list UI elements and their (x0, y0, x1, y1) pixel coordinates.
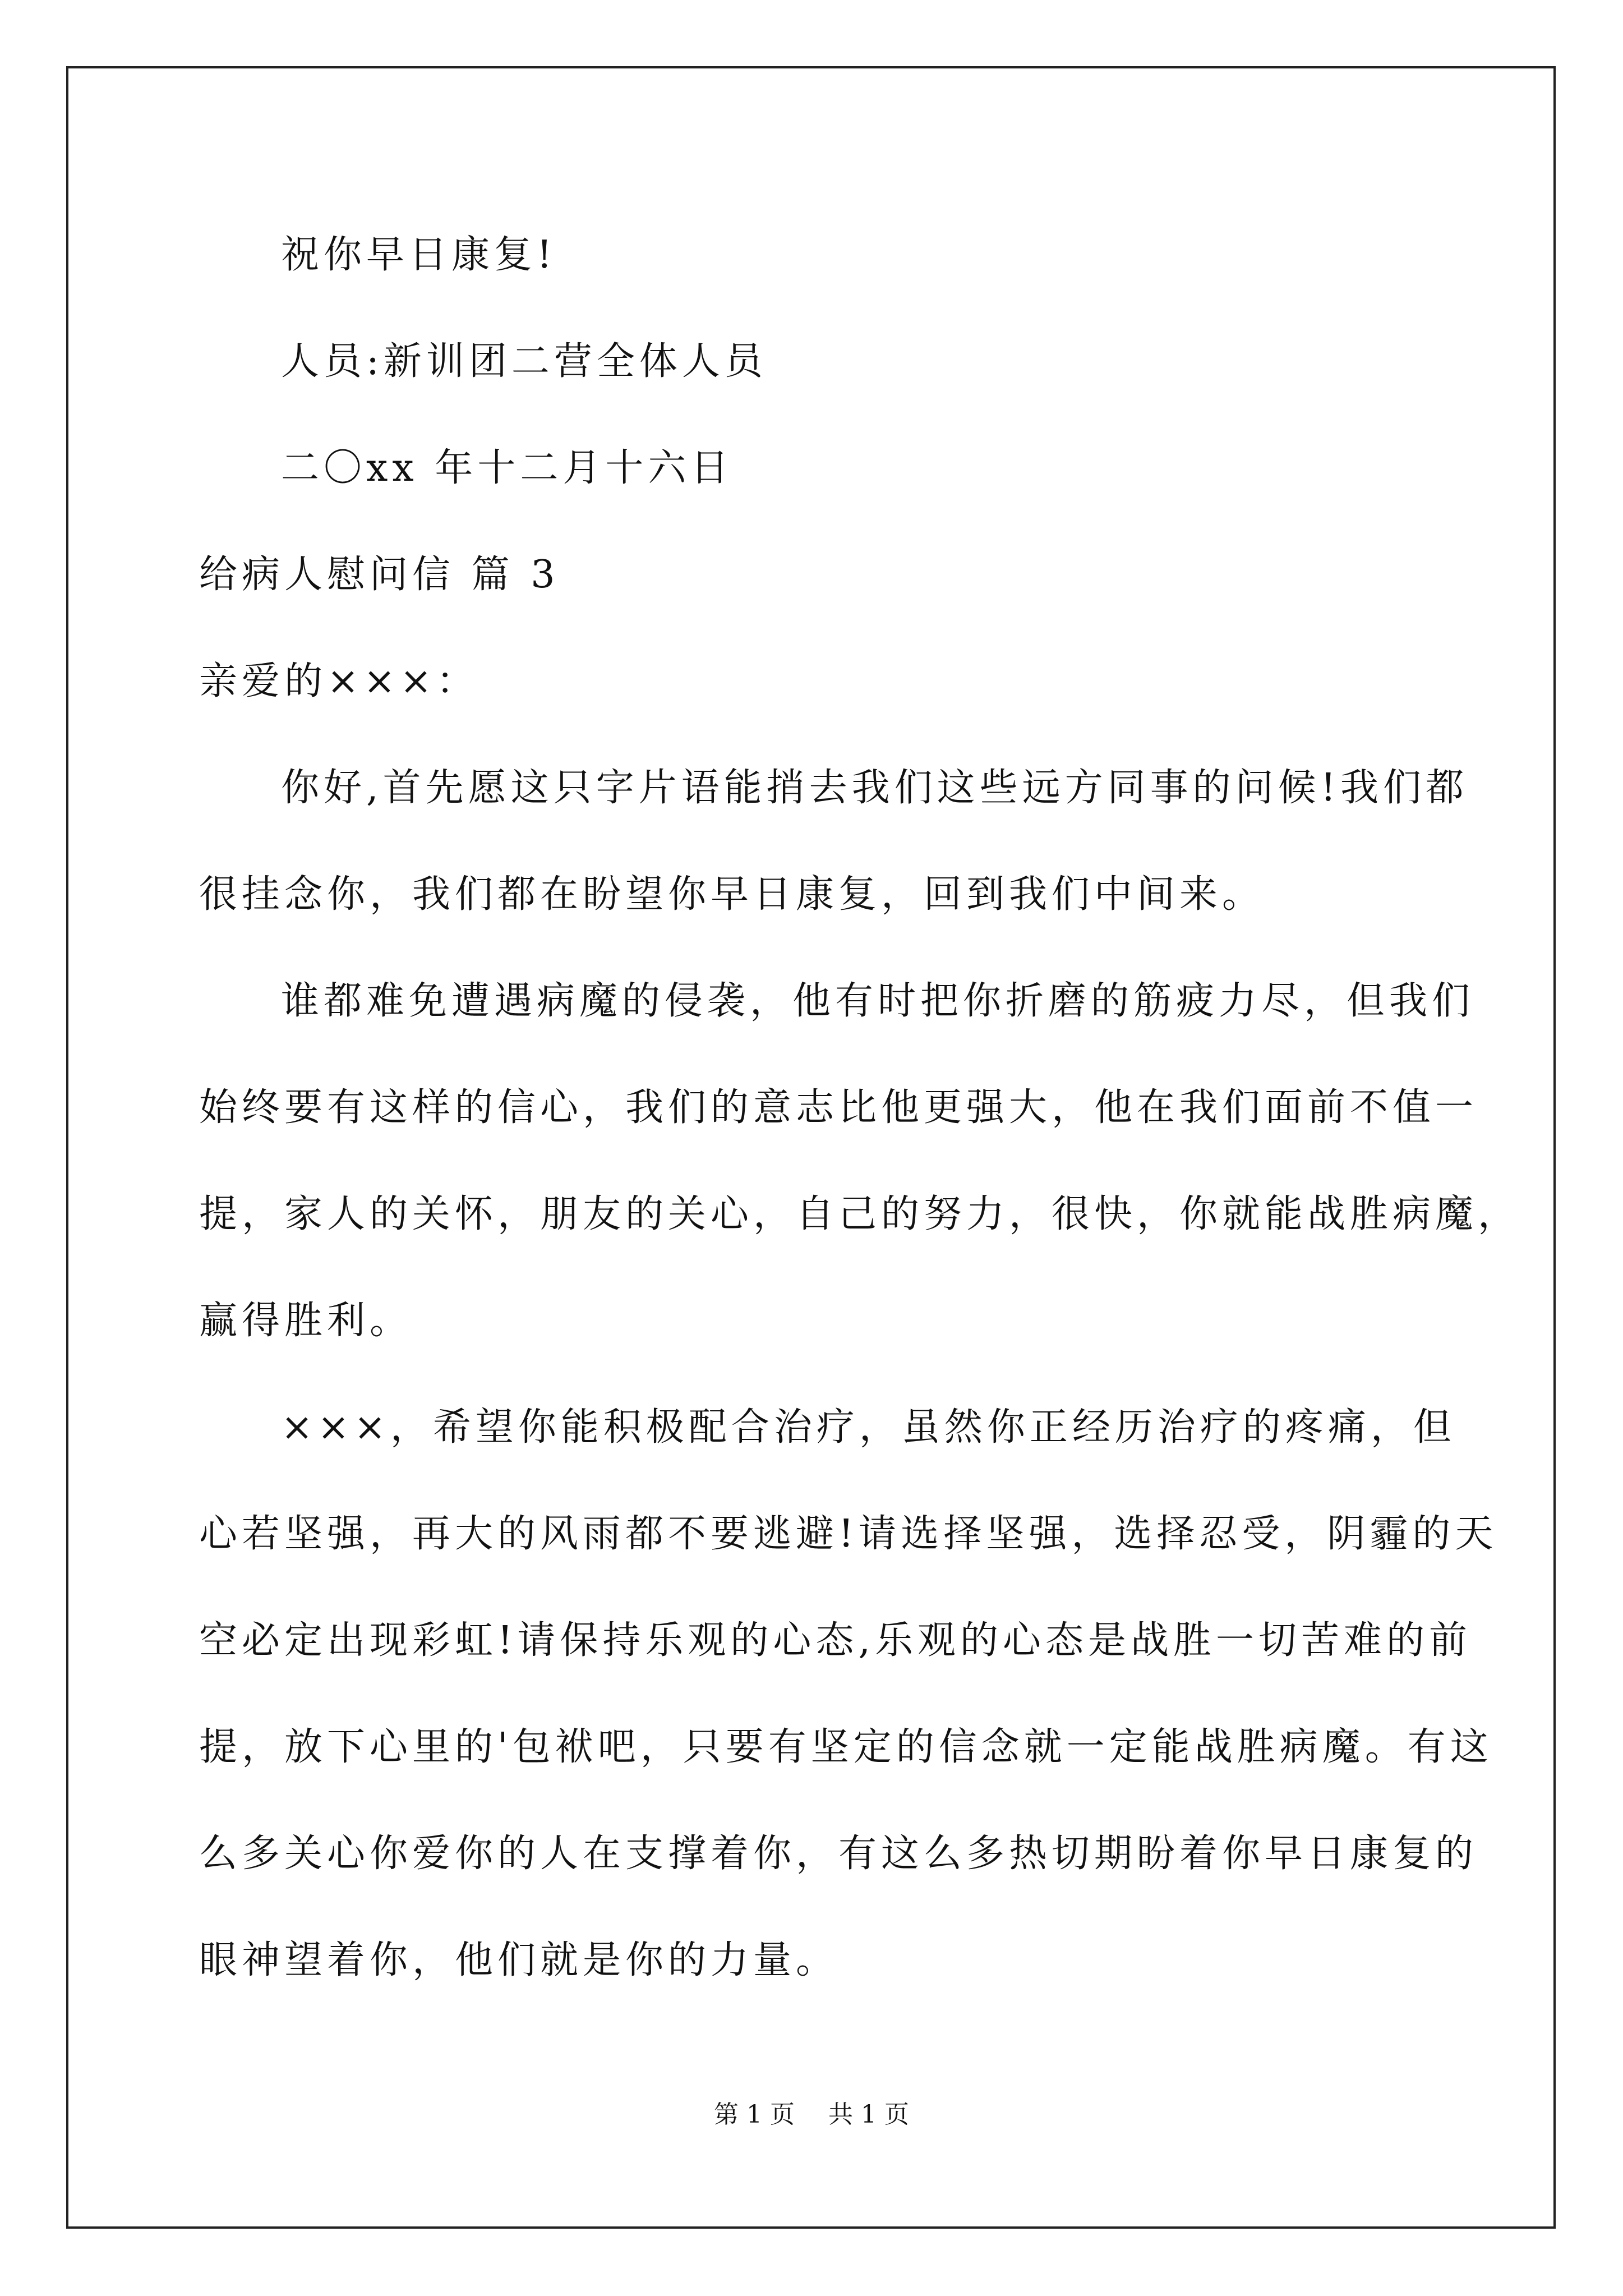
paragraph-2-line-2: 始终要有这样的信心，我们的意志比他更强大，他在我们面前不值一 (199, 1085, 1478, 1130)
paragraph-3-line-4: 提，放下心里的'包袱吧，只要有坚定的信念就一定能战胜病魔。有这 (199, 1725, 1493, 1769)
paragraph-3-line-2: 心若坚强，再大的风雨都不要逃避!请选择坚强，选择忍受，阴霾的天 (199, 1512, 1498, 1556)
document-body (199, 202, 1521, 2014)
paragraph-1-line-1: 你好,首先愿这只字片语能捎去我们这些远方同事的问候!我们都 (281, 766, 1468, 810)
paragraph-3-line-3: 空必定出现彩虹!请保持乐观的心态,乐观的心态是战胜一切苦难的前 (199, 1618, 1472, 1663)
sender-line: 人员:新训团二营全体人员 (281, 339, 767, 384)
salutation: 亲爱的×××： (199, 659, 479, 703)
section-heading: 给病人慰问信 篇 3 (199, 553, 560, 597)
paragraph-3-line-5: 么多关心你爱你的人在支撑着你，有这么多热切期盼着你早日康复的 (199, 1832, 1478, 1876)
paragraph-1-line-2: 很挂念你，我们都在盼望你早日康复，回到我们中间来。 (199, 872, 1265, 917)
paragraph-3-line-6: 眼神望着你，他们就是你的力量。 (199, 1938, 839, 1982)
closing-wish: 祝你早日康复! (281, 233, 557, 277)
paragraph-3-line-1: ×××，希望你能积极配合治疗，虽然你正经历治疗的疼痛，但 (281, 1405, 1456, 1450)
page-number: 第 1 页 (714, 2100, 795, 2129)
page-footer (0, 2098, 1623, 2132)
date-line: 二〇xx 年十二月十六日 (281, 446, 734, 490)
paragraph-2-line-1: 谁都难免遭遇病魔的侵袭，他有时把你折磨的筋疲力尽，但我们 (281, 979, 1475, 1023)
page-total: 共 1 页 (828, 2100, 909, 2129)
paragraph-2-line-3: 提，家人的关怀，朋友的关心，自己的努力，很快，你就能战胜病魔， (199, 1192, 1521, 1236)
paragraph-2-line-4: 赢得胜利。 (199, 1299, 413, 1343)
